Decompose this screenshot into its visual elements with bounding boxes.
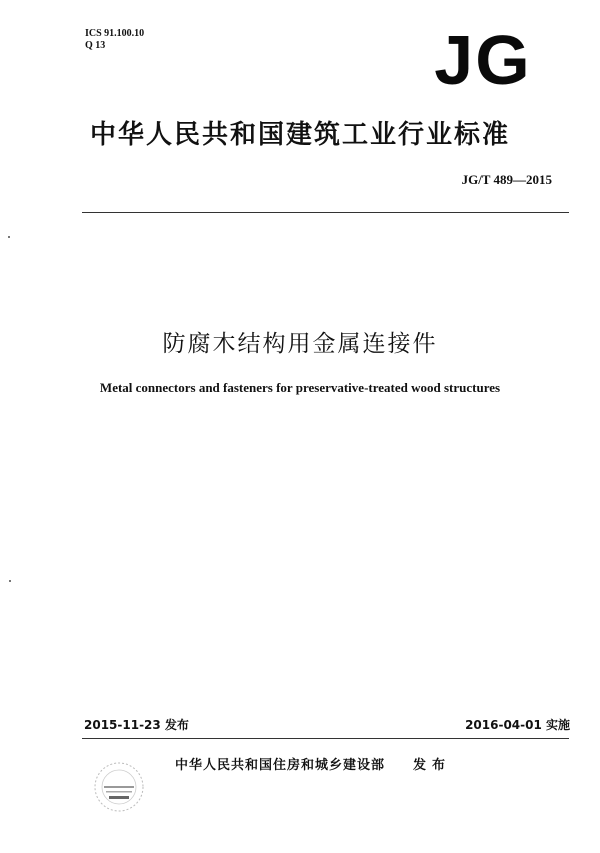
- ccs-code: Q 13: [85, 40, 106, 51]
- classification-codes: [85, 28, 144, 52]
- ics-code: ICS 91.100.10: [85, 28, 145, 39]
- standard-category-title: 中华人民共和国建筑工业行业标准: [89, 120, 510, 150]
- document-title-english: Metal connectors and fasteners for preservative-treated wood structures: [99, 380, 501, 395]
- seal-stamp: [92, 760, 146, 814]
- publisher-name: 中华人民共和国住房和城乡建设部: [175, 758, 386, 773]
- jg-logo-text: JG: [434, 28, 532, 88]
- issue-date: 2015-11-23 发布: [84, 718, 189, 732]
- standard-number: JG/T 489—2015: [461, 172, 552, 187]
- header-divider: [82, 212, 569, 213]
- scan-speck: [9, 580, 11, 582]
- publisher-line: [175, 754, 451, 773]
- implementation-date: 2016-04-01 实施: [465, 718, 570, 732]
- document-title-chinese: 防腐木结构用金属连接件: [162, 331, 438, 357]
- scan-speck: [8, 236, 10, 238]
- publish-action: 发布: [413, 758, 452, 773]
- footer-divider: [82, 738, 569, 739]
- jg-logo: [418, 28, 548, 88]
